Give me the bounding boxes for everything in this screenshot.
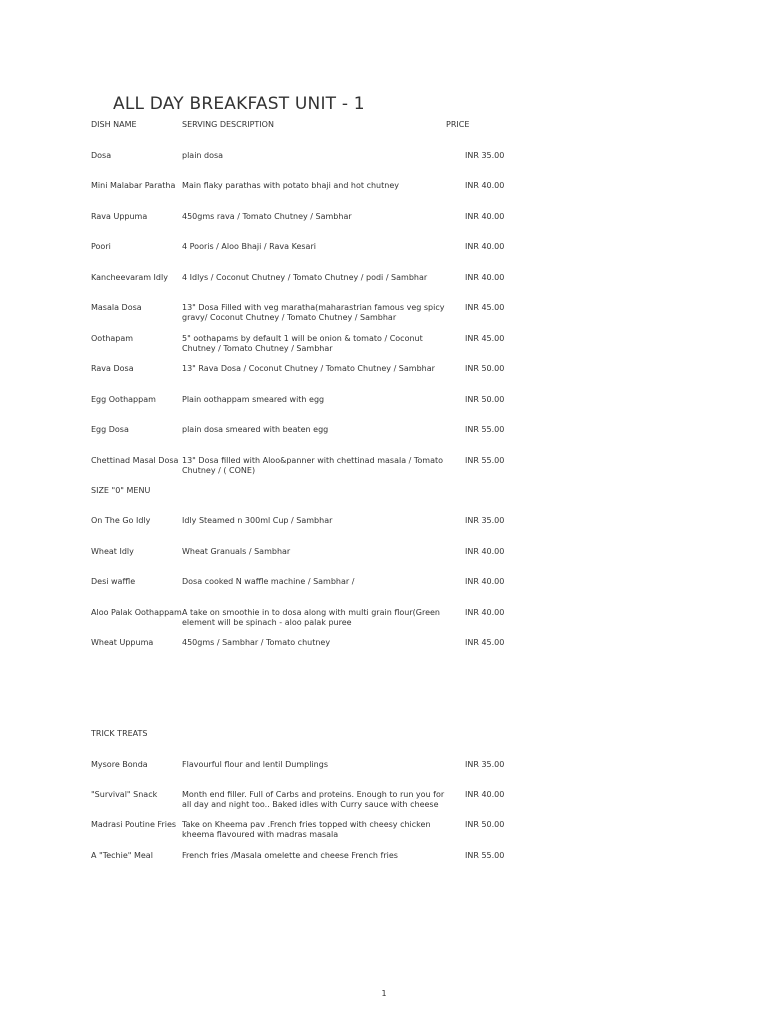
dish-price: INR 35.00 xyxy=(465,151,505,160)
dish-price: INR 55.00 xyxy=(465,425,505,434)
dish-price: INR 45.00 xyxy=(465,638,505,647)
dish-name: Wheat Uppuma xyxy=(91,638,154,647)
dish-name: Rava Dosa xyxy=(91,364,134,373)
dish-description: 4 Pooris / Aloo Bhaji / Rava Kesari xyxy=(182,242,316,251)
dish-description: 13" Dosa Filled with veg maratha(maharastrian famous veg spicy gravy/ Coconut Chutney / Tomato Chutney / Sambhar xyxy=(182,303,445,322)
dish-price: INR 55.00 xyxy=(465,456,505,465)
dish-description: Plain oothappam smeared with egg xyxy=(182,395,325,404)
header-price: PRICE xyxy=(446,120,470,129)
dish-name: Rava Uppuma xyxy=(91,212,148,221)
page-number: 1 xyxy=(381,989,387,998)
dish-price: INR 55.00 xyxy=(465,851,505,860)
dish-description: A take on smoothie in to dosa along with multi grain flour(Green element will be spinach - aloo palak puree xyxy=(182,608,440,627)
dish-price: INR 40.00 xyxy=(465,273,505,282)
dish-description: French fries /Masala omelette and cheese French fries xyxy=(182,851,398,860)
dish-description: Wheat Granuals / Sambhar xyxy=(182,547,291,556)
dish-name: Egg Dosa xyxy=(91,425,129,434)
dish-description: 5" oothapams by default 1 will be onion & tomato / Coconut Chutney / Tomato Chutney / Sambhar xyxy=(182,334,423,353)
dish-price: INR 45.00 xyxy=(465,334,505,343)
dish-price: INR 50.00 xyxy=(465,820,505,829)
dish-name: Masala Dosa xyxy=(91,303,142,312)
dish-description: Dosa cooked N waffle machine / Sambhar / xyxy=(182,577,355,586)
dish-name: "Survival" Snack xyxy=(91,790,158,799)
dish-name: Kancheevaram Idly xyxy=(91,273,168,282)
dish-description: Main flaky parathas with potato bhaji and hot chutney xyxy=(182,181,399,190)
dish-price: INR 40.00 xyxy=(465,242,505,251)
dish-description: 450gms / Sambhar / Tomato chutney xyxy=(182,638,331,647)
dish-price: INR 40.00 xyxy=(465,608,505,617)
dish-description: Take on Kheema pav .French fries topped with cheesy chicken kheema flavoured with madras masala xyxy=(182,820,431,839)
dish-name: Desi waffle xyxy=(91,577,136,586)
dish-description: Idly Steamed n 300ml Cup / Sambhar xyxy=(182,516,333,525)
dish-name: Madrasi Poutine Fries xyxy=(91,820,177,829)
dish-description: Month end filler. Full of Carbs and proteins. Enough to run you for all day and night too.. Baked idles with Curry sauce with cheese xyxy=(182,790,445,809)
dish-name: Mysore Bonda xyxy=(91,760,148,769)
dish-name: Dosa xyxy=(91,151,112,160)
section-label-size-zero-menu: SIZE "0" MENU xyxy=(91,486,151,495)
dish-price: INR 50.00 xyxy=(465,364,505,373)
page-title: ALL DAY BREAKFAST UNIT - 1 xyxy=(113,94,365,114)
dish-price: INR 45.00 xyxy=(465,303,505,312)
dish-name: Chettinad Masal Dosa xyxy=(91,456,179,465)
dish-price: INR 40.00 xyxy=(465,790,505,799)
section-label-trick-treats: TRICK TREATS xyxy=(91,729,148,738)
dish-name: Egg Oothappam xyxy=(91,395,156,404)
dish-name: Oothapam xyxy=(91,334,134,343)
dish-description: 13" Dosa filled with Aloo&panner with chettinad masala / Tomato Chutney / ( CONE) xyxy=(182,456,444,475)
dish-description: 4 Idlys / Coconut Chutney / Tomato Chutney / podi / Sambhar xyxy=(182,273,428,282)
dish-name: Aloo Palak Oothappam xyxy=(91,608,182,617)
dish-description: plain dosa xyxy=(182,151,224,160)
header-serving-description: SERVING DESCRIPTION xyxy=(182,120,274,129)
dish-description: 450gms rava / Tomato Chutney / Sambhar xyxy=(182,212,352,221)
dish-description: 13" Rava Dosa / Coconut Chutney / Tomato Chutney / Sambhar xyxy=(182,364,435,373)
dish-description: plain dosa smeared with beaten egg xyxy=(182,425,329,434)
dish-price: INR 40.00 xyxy=(465,212,505,221)
dish-description: Flavourful flour and lentil Dumplings xyxy=(182,760,328,769)
dish-price: INR 50.00 xyxy=(465,395,505,404)
dish-name: Poori xyxy=(91,242,111,251)
dish-price: INR 40.00 xyxy=(465,181,505,190)
dish-name: A "Techie" Meal xyxy=(91,851,153,860)
dish-price: INR 35.00 xyxy=(465,516,505,525)
header-dish-name: DISH NAME xyxy=(91,120,137,129)
dish-name: Wheat Idly xyxy=(91,547,134,556)
dish-price: INR 35.00 xyxy=(465,760,505,769)
dish-name: Mini Malabar Paratha xyxy=(91,181,176,190)
dish-price: INR 40.00 xyxy=(465,547,505,556)
dish-name: On The Go Idly xyxy=(91,516,151,525)
dish-price: INR 40.00 xyxy=(465,577,505,586)
